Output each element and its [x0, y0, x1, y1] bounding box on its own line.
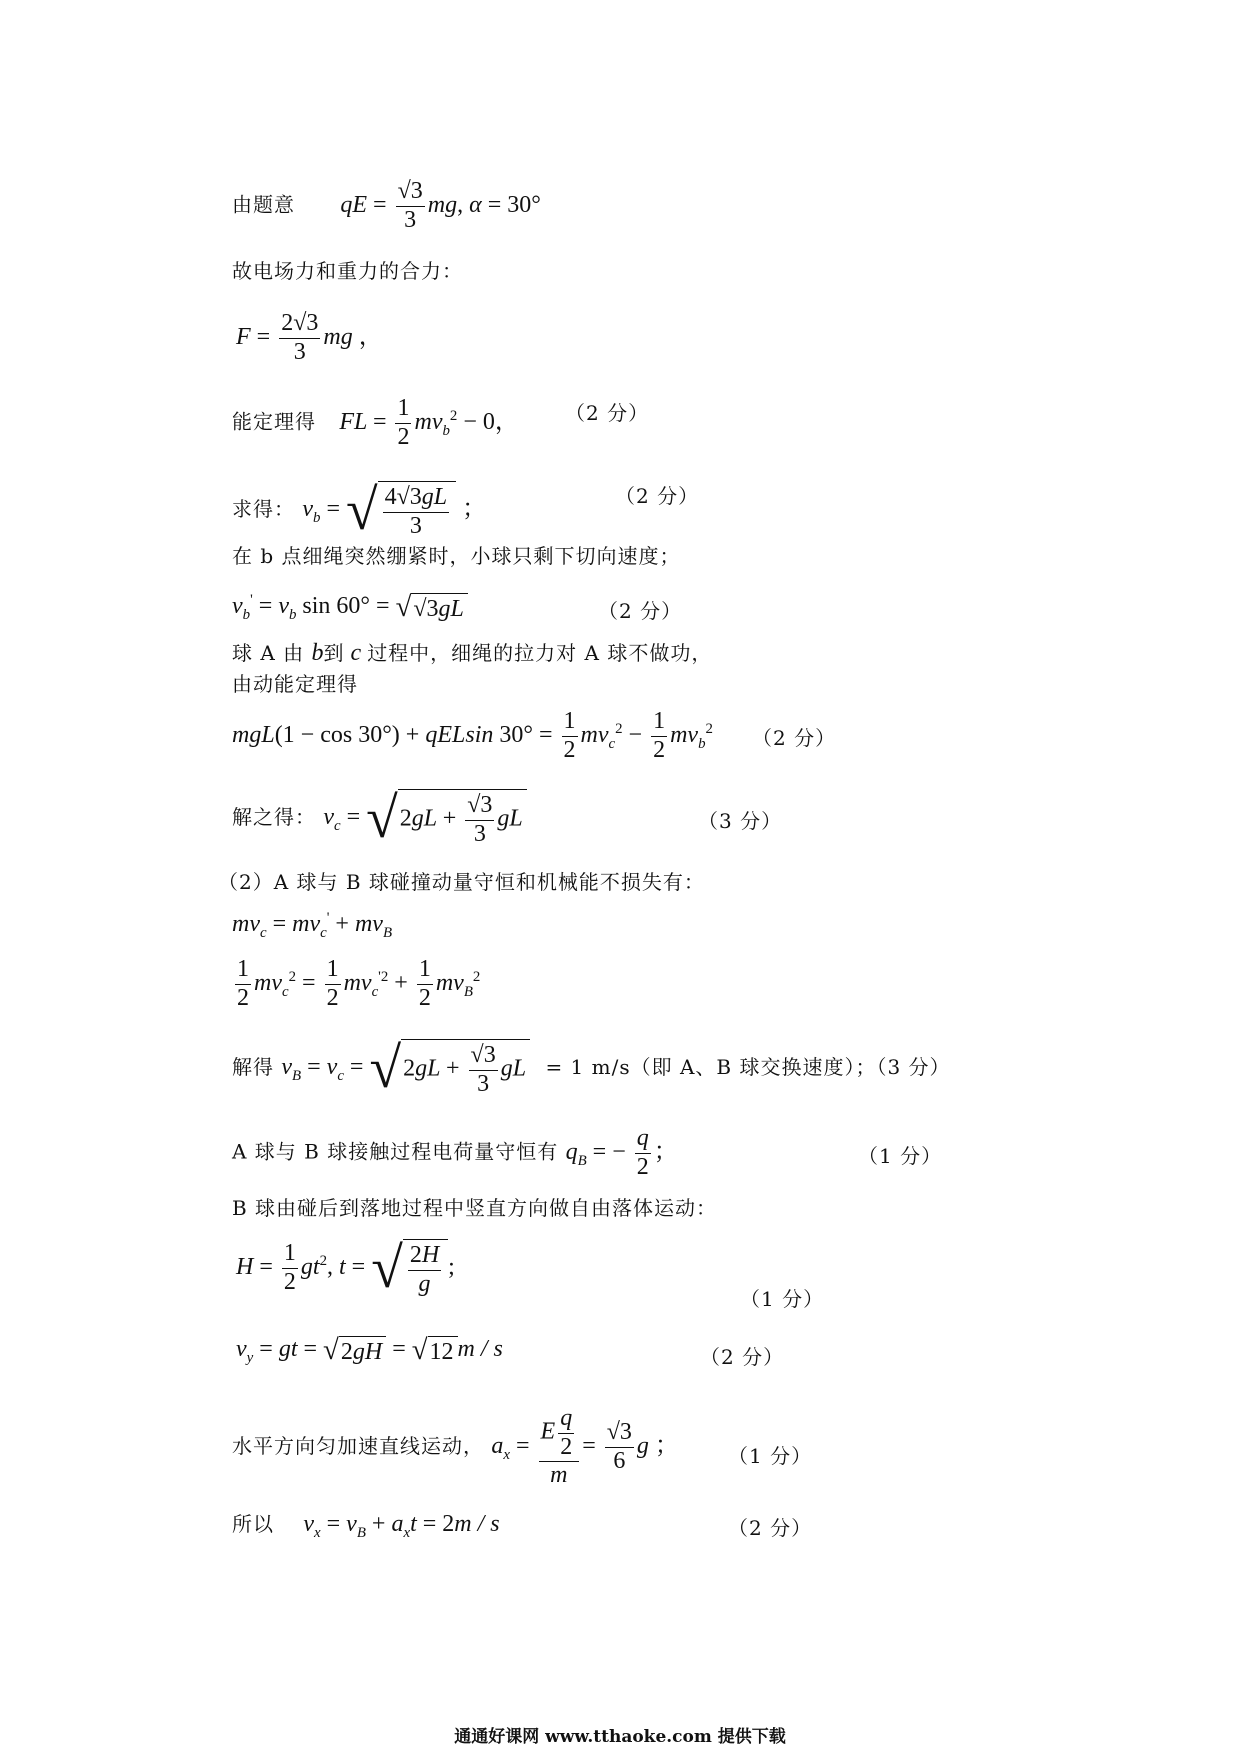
points: （1 分）	[728, 1444, 813, 1468]
text: 过程中，细绳的拉力对 A 球不做功，	[367, 641, 713, 665]
line-b-to-c	[232, 637, 712, 667]
formula-momentum: $mv_c = mv_c' + mv_B$	[232, 910, 393, 941]
formula-qB: $q_B$ = − $\frac{q}{2}$ ；	[565, 1125, 678, 1180]
text-vB-value: = 1 m/s（即 A、B 球交换速度）；（3 分）	[545, 1055, 951, 1080]
points: （3 分）	[698, 809, 783, 833]
points: （2 分）	[728, 1516, 813, 1540]
formula-vb: $v_b$ = √ $\frac{4√3gL}{3}$ ；	[302, 479, 487, 542]
line-vc	[232, 786, 527, 851]
line-energy-theorem	[232, 395, 519, 451]
line-vb	[232, 478, 486, 543]
symbol-b: b	[311, 640, 324, 666]
formula-vB: $v_B = v_c = √2gL$ + $\frac{√3}{3}$ gL	[281, 1054, 530, 1080]
label-therefore: 所以	[232, 1512, 274, 1536]
line-vB	[232, 1036, 951, 1101]
line-given	[232, 178, 541, 234]
text: 球 A 由	[232, 641, 305, 665]
line-kinetic-energy	[232, 956, 480, 1012]
page-footer: 通通好课网 www.tthaoke.com 提供下载	[454, 1727, 786, 1747]
line-part2: （2）A 球与 B 球碰撞动量守恒和机械能不损失有：	[218, 870, 705, 894]
formula-qE: qE = $\frac{√3}{3}$ mg, α = 30°	[340, 178, 541, 233]
line-H	[236, 1236, 455, 1301]
line-energy-equation	[232, 708, 713, 764]
formula-F: F = $\frac{2√3}{3}$ mg ，	[236, 310, 383, 365]
points: （1 分）	[858, 1144, 943, 1168]
formula-vc: $v_c = √2gL$ + $\frac{√3}{3}$ gL	[323, 804, 526, 830]
line-vx	[232, 1508, 500, 1542]
line-ax	[232, 1405, 679, 1490]
formula-vb-prime: $v_b' = v_b$ sin 60° = √√3gL	[232, 593, 468, 619]
formula-vx: $v_x = v_B + a_xt = 2m / s$	[303, 1511, 500, 1541]
formula-H: H = $\frac{1}{2}$ $gt^2$, t = √ $\frac{2H}{g}$ ;	[236, 1237, 455, 1300]
formula-kinetic-energy: $\frac{1}{2}$ $mv_c^2$ = $\frac{1}{2}$ $mv_c^{'2}$ + $\frac{1}{2}$ $mv_B^2$	[237, 956, 481, 1011]
formula-vy: $v_y$ = gt = √2gH = √12 m / s	[236, 1334, 503, 1366]
label-result: 求得：	[232, 497, 295, 522]
points: （2 分）	[700, 1345, 785, 1369]
formula-ax: $a_x$ = E $\frac{q}{2}$ m = $\frac{√3}{6}$ g ；	[491, 1405, 679, 1489]
points: （2 分）	[615, 484, 700, 508]
label-horizontal: 水平方向匀加速直线运动，	[232, 1433, 484, 1458]
line-F	[236, 310, 383, 366]
line-charge	[232, 1125, 678, 1181]
points: （2 分）	[598, 599, 683, 623]
label-charge: A 球与 B 球接触过程电荷量守恒有	[232, 1139, 559, 1164]
line-vb-prime	[232, 591, 468, 624]
formula-FL: FL = $\frac{1}{2}$ $mv_b^2 - 0$，	[339, 395, 519, 450]
line-rope-tight: 在 b 点细绳突然绷紧时，小球只剩下切向速度；	[232, 544, 681, 568]
line-momentum	[232, 910, 392, 942]
label-energy-theorem: 能定理得	[232, 409, 316, 434]
text: 到	[323, 641, 345, 665]
points: （2 分）	[752, 726, 837, 750]
line-free-fall: B 球由碰后到落地过程中竖直方向做自由落体运动：	[232, 1196, 718, 1220]
formula-energy: mgL(1 − cos 30°) + qELsin 30° = $\frac{1}{2}$ $mv_c^2$ − $\frac{1}{2}$ $mv_b^2$	[232, 708, 713, 763]
points: （2 分）	[565, 401, 650, 425]
symbol-c: c	[344, 640, 368, 666]
line-kinetic-theorem: 由动能定理得	[232, 672, 358, 696]
line-vy	[236, 1334, 503, 1367]
label-given: 由题意	[232, 192, 295, 217]
label-solve: 解之得：	[232, 805, 316, 830]
label-solved: 解得	[232, 1055, 274, 1080]
points: （1 分）	[740, 1287, 825, 1311]
line-resultant: 故电场力和重力的合力：	[232, 259, 463, 283]
